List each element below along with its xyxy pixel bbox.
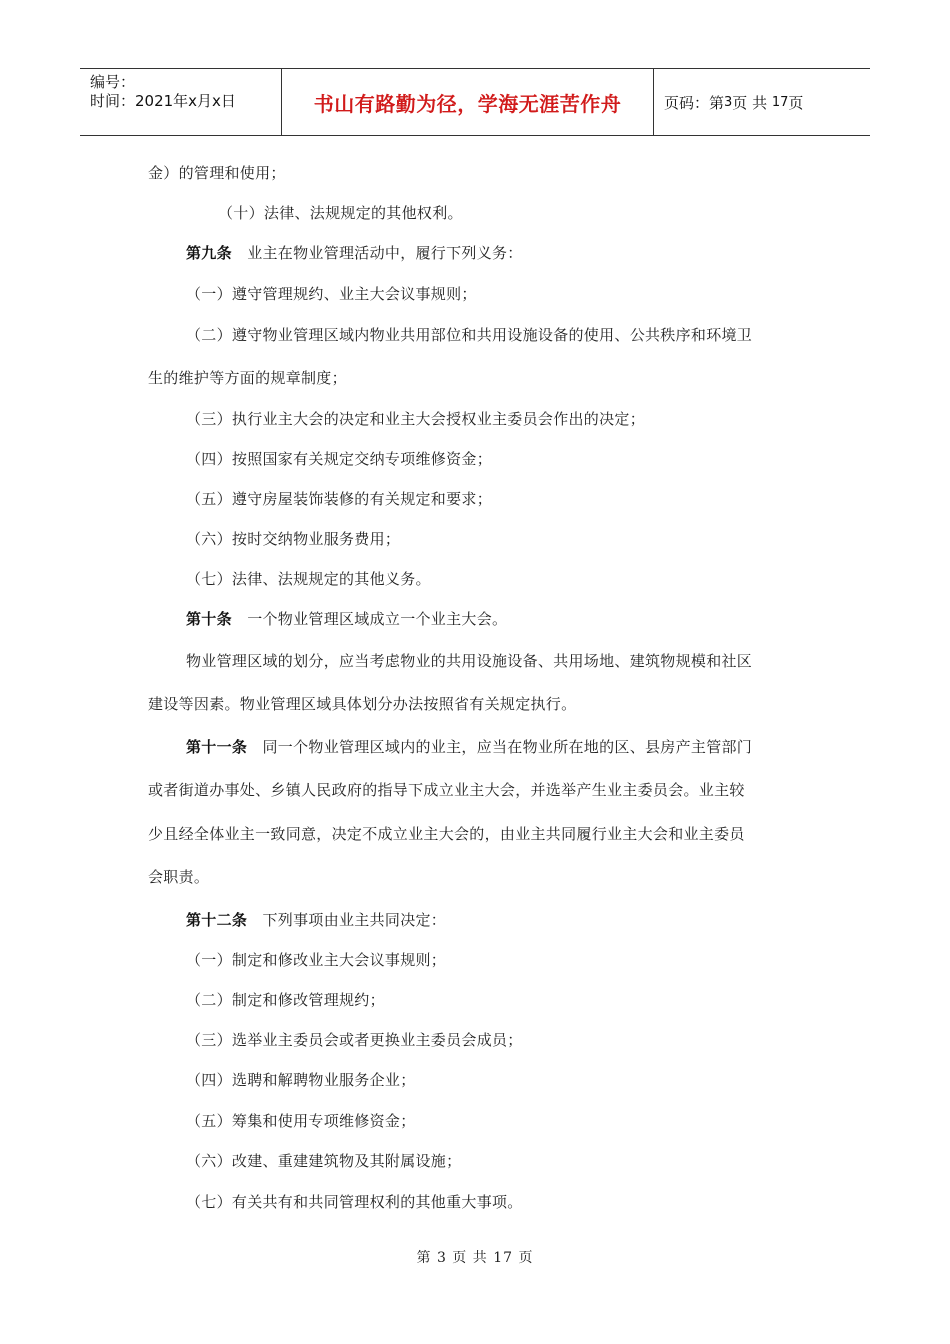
text-line: 金）的管理和使用； <box>148 164 286 182</box>
text-line: 生的维护等方面的规章制度； <box>148 369 347 387</box>
text-line: （五）筹集和使用专项维修资金； <box>186 1112 416 1130</box>
article-10: 第十条 一个物业管理区域成立一个业主大会。 <box>186 610 508 628</box>
serial-label: 编号： <box>90 73 136 91</box>
time-label: 时间：2021年x月x日 <box>90 92 236 110</box>
header-meta <box>80 69 282 135</box>
text-line: （七）有关共有和共同管理权利的其他重大事项。 <box>186 1193 523 1211</box>
page-prefix: 页码：第 <box>664 93 725 112</box>
text-line: （一）遵守管理规约、业主大会议事规则； <box>186 285 477 303</box>
text-line: 会职责。 <box>148 868 210 886</box>
text-line: （三）选举业主委员会或者更换业主委员会成员； <box>186 1031 523 1049</box>
text-line: 物业管理区域的划分，应当考虑物业的共用设施设备、共用场地、建筑物规模和社区 <box>186 652 753 670</box>
article-9: 第九条 业主在物业管理活动中，履行下列义务： <box>186 244 523 262</box>
text-line: （六）改建、重建建筑物及其附属设施； <box>186 1152 462 1170</box>
article-12: 第十二条 下列事项由业主共同决定： <box>186 911 447 929</box>
text-line: （一）制定和修改业主大会议事规则； <box>186 951 447 969</box>
text-line: （四）选聘和解聘物业服务企业； <box>186 1071 416 1089</box>
page-suffix: 页 <box>788 93 804 112</box>
text-line: （三）执行业主大会的决定和业主大会授权业主委员会作出的决定； <box>186 410 646 428</box>
text-line: （二）遵守物业管理区域内物业共用部位和共用设施设备的使用、公共秩序和环境卫 <box>186 326 753 344</box>
page-mid: 页 共 <box>732 93 768 112</box>
text-line: （四）按照国家有关规定交纳专项维修资金； <box>186 450 493 468</box>
text-line: （六）按时交纳物业服务费用； <box>186 530 401 548</box>
header-motto: 书山有路勤为径，学海无涯苦作舟 <box>282 69 654 135</box>
text-line: 或者街道办事处、乡镇人民政府的指导下成立业主大会，并选举产生业主委员会。业主较 <box>148 781 745 799</box>
text-line: （七）法律、法规规定的其他义务。 <box>186 570 431 588</box>
text-line: 少且经全体业主一致同意，决定不成立业主大会的，由业主共同履行业主大会和业主委员 <box>148 825 745 843</box>
article-11: 第十一条 同一个物业管理区域内的业主，应当在物业所在地的区、县房产主管部门 <box>186 738 753 756</box>
text-line: （十）法律、法规规定的其他权利。 <box>218 204 463 222</box>
text-line: （二）制定和修改管理规约； <box>186 991 385 1009</box>
header-page-info <box>654 69 870 135</box>
page-total: 17 <box>771 94 789 110</box>
text-line: 建设等因素。物业管理区域具体划分办法按照省有关规定执行。 <box>148 695 577 713</box>
text-line: （五）遵守房屋装饰装修的有关规定和要求； <box>186 490 493 508</box>
page-footer: 第 3 页 共 17 页 <box>416 1250 534 1266</box>
page-header <box>80 68 870 136</box>
page-current: 3 <box>724 94 733 110</box>
